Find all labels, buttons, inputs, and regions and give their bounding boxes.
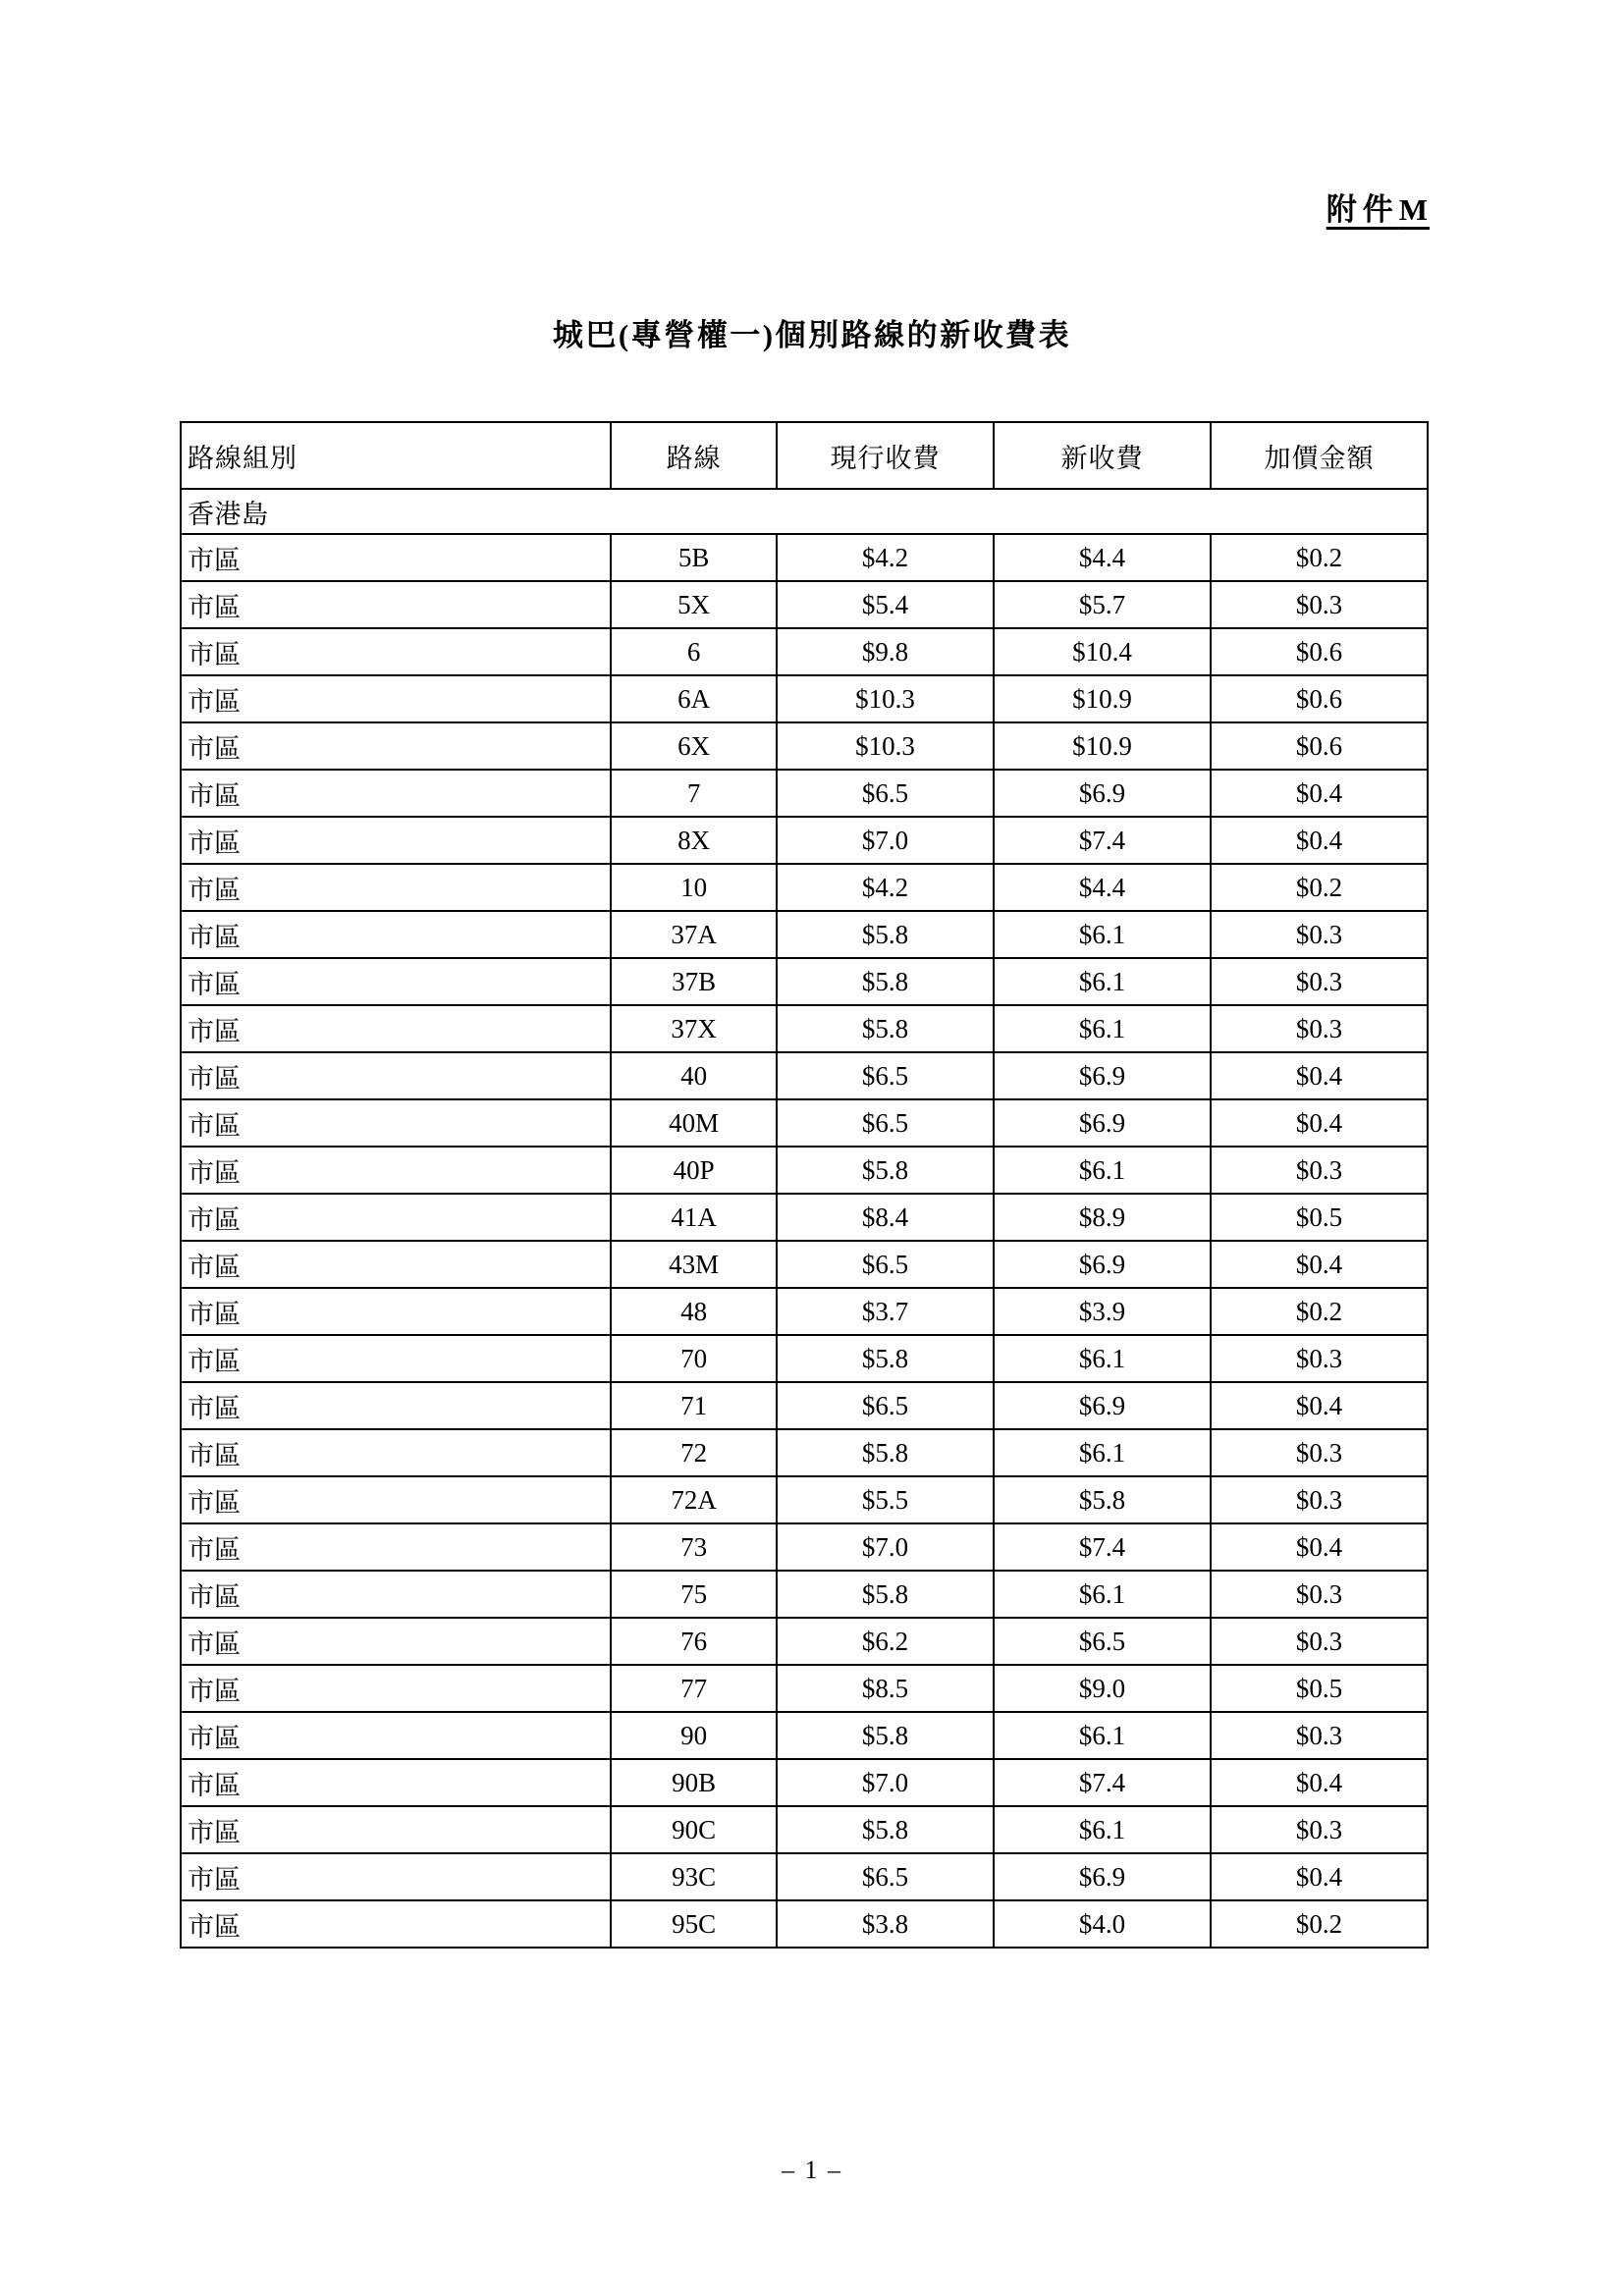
cell-increase: $0.6 — [1211, 722, 1428, 770]
cell-new: $4.0 — [994, 1900, 1211, 1948]
table-row — [181, 581, 1428, 628]
table-row — [181, 1806, 1428, 1853]
cell-route: 90B — [611, 1759, 777, 1806]
cell-current: $8.4 — [777, 1194, 994, 1241]
table-row — [181, 1005, 1428, 1052]
cell-group: 市區 — [181, 1052, 611, 1099]
page-number: – 1 – — [782, 2156, 842, 2184]
cell-group: 市區 — [181, 722, 611, 770]
cell-route: 40 — [611, 1052, 777, 1099]
cell-group: 市區 — [181, 1382, 611, 1429]
cell-increase: $0.3 — [1211, 1147, 1428, 1194]
table-row — [181, 1194, 1428, 1241]
table-row — [181, 1665, 1428, 1712]
cell-route: 37A — [611, 911, 777, 958]
cell-route: 10 — [611, 864, 777, 911]
cell-new: $8.9 — [994, 1194, 1211, 1241]
cell-increase: $0.4 — [1211, 1853, 1428, 1900]
cell-group: 市區 — [181, 675, 611, 722]
cell-increase: $0.5 — [1211, 1665, 1428, 1712]
cell-group: 市區 — [181, 817, 611, 864]
cell-new: $6.9 — [994, 1382, 1211, 1429]
cell-group: 市區 — [181, 628, 611, 675]
cell-current: $5.5 — [777, 1476, 994, 1523]
cell-group: 市區 — [181, 581, 611, 628]
cell-new: $6.1 — [994, 1806, 1211, 1853]
cell-group: 市區 — [181, 1005, 611, 1052]
cell-increase: $0.3 — [1211, 1476, 1428, 1523]
cell-current: $8.5 — [777, 1665, 994, 1712]
cell-current: $5.8 — [777, 1806, 994, 1853]
cell-route: 40P — [611, 1147, 777, 1194]
table-row — [181, 628, 1428, 675]
page-title: 城巴(專營權一)個別路線的新收費表 — [552, 318, 1072, 352]
cell-increase: $0.3 — [1211, 1806, 1428, 1853]
cell-new: $5.8 — [994, 1476, 1211, 1523]
cell-increase: $0.3 — [1211, 958, 1428, 1005]
cell-group: 市區 — [181, 770, 611, 817]
table-row — [181, 770, 1428, 817]
cell-route: 41A — [611, 1194, 777, 1241]
cell-new: $6.1 — [994, 1005, 1211, 1052]
cell-increase: $0.3 — [1211, 1712, 1428, 1759]
cell-group: 市區 — [181, 1523, 611, 1571]
cell-new: $6.1 — [994, 1712, 1211, 1759]
cell-new: $6.9 — [994, 770, 1211, 817]
table-row — [181, 1476, 1428, 1523]
cell-current: $7.0 — [777, 1759, 994, 1806]
cell-group: 市區 — [181, 1429, 611, 1476]
cell-increase: $0.4 — [1211, 817, 1428, 864]
cell-current: $6.5 — [777, 770, 994, 817]
cell-current: $5.8 — [777, 1147, 994, 1194]
table-section-label: 香港島 — [181, 489, 1428, 534]
cell-new: $4.4 — [994, 864, 1211, 911]
cell-increase: $0.3 — [1211, 1005, 1428, 1052]
cell-group: 市區 — [181, 1759, 611, 1806]
cell-group: 市區 — [181, 534, 611, 581]
cell-route: 6X — [611, 722, 777, 770]
cell-group: 市區 — [181, 1571, 611, 1618]
cell-group: 市區 — [181, 1712, 611, 1759]
table-row — [181, 1147, 1428, 1194]
cell-current: $6.2 — [777, 1618, 994, 1665]
table-row — [181, 817, 1428, 864]
cell-current: $5.8 — [777, 1571, 994, 1618]
cell-current: $9.8 — [777, 628, 994, 675]
table-header — [181, 422, 1428, 489]
cell-new: $5.7 — [994, 581, 1211, 628]
table-row — [181, 1571, 1428, 1618]
table-row — [181, 958, 1428, 1005]
cell-increase: $0.3 — [1211, 1429, 1428, 1476]
cell-route: 90 — [611, 1712, 777, 1759]
cell-current: $7.0 — [777, 1523, 994, 1571]
cell-group: 市區 — [181, 1288, 611, 1335]
cell-new: $6.1 — [994, 1147, 1211, 1194]
cell-new: $3.9 — [994, 1288, 1211, 1335]
cell-group: 市區 — [181, 1194, 611, 1241]
cell-increase: $0.2 — [1211, 1288, 1428, 1335]
cell-route: 72A — [611, 1476, 777, 1523]
cell-route: 75 — [611, 1571, 777, 1618]
cell-group: 市區 — [181, 1147, 611, 1194]
table-row — [181, 722, 1428, 770]
cell-group: 市區 — [181, 864, 611, 911]
cell-current: $5.8 — [777, 911, 994, 958]
cell-route: 77 — [611, 1665, 777, 1712]
cell-increase: $0.2 — [1211, 534, 1428, 581]
table-row — [181, 1712, 1428, 1759]
cell-new: $10.4 — [994, 628, 1211, 675]
column-header-new: 新收費 — [994, 422, 1211, 489]
annex-value: M — [1398, 192, 1430, 227]
cell-route: 5B — [611, 534, 777, 581]
cell-increase: $0.6 — [1211, 628, 1428, 675]
table-row — [181, 1335, 1428, 1382]
table-row — [181, 1900, 1428, 1948]
cell-new: $7.4 — [994, 1523, 1211, 1571]
cell-group: 市區 — [181, 1476, 611, 1523]
cell-current: $10.3 — [777, 722, 994, 770]
cell-group: 市區 — [181, 1618, 611, 1665]
cell-route: 5X — [611, 581, 777, 628]
cell-increase: $0.4 — [1211, 1099, 1428, 1147]
cell-increase: $0.3 — [1211, 911, 1428, 958]
cell-route: 43M — [611, 1241, 777, 1288]
cell-new: $6.1 — [994, 1429, 1211, 1476]
cell-increase: $0.2 — [1211, 864, 1428, 911]
cell-route: 8X — [611, 817, 777, 864]
column-header-route: 路線 — [611, 422, 777, 489]
cell-increase: $0.6 — [1211, 675, 1428, 722]
cell-group: 市區 — [181, 1806, 611, 1853]
cell-new: $6.9 — [994, 1241, 1211, 1288]
cell-increase: $0.3 — [1211, 581, 1428, 628]
cell-current: $5.4 — [777, 581, 994, 628]
cell-current: $6.5 — [777, 1241, 994, 1288]
cell-current: $5.8 — [777, 1335, 994, 1382]
cell-new: $6.9 — [994, 1099, 1211, 1147]
cell-new: $7.4 — [994, 1759, 1211, 1806]
cell-current: $4.2 — [777, 534, 994, 581]
cell-group: 市區 — [181, 1665, 611, 1712]
table-row — [181, 1288, 1428, 1335]
cell-route: 72 — [611, 1429, 777, 1476]
cell-route: 6A — [611, 675, 777, 722]
table-row — [181, 1429, 1428, 1476]
table-row — [181, 534, 1428, 581]
cell-group: 市區 — [181, 1241, 611, 1288]
cell-new: $9.0 — [994, 1665, 1211, 1712]
cell-route: 70 — [611, 1335, 777, 1382]
cell-increase: $0.4 — [1211, 770, 1428, 817]
cell-new: $6.1 — [994, 911, 1211, 958]
table-row — [181, 1382, 1428, 1429]
table-row — [181, 675, 1428, 722]
cell-route: 7 — [611, 770, 777, 817]
table-body — [181, 489, 1428, 1948]
cell-new: $10.9 — [994, 722, 1211, 770]
table-row — [181, 1099, 1428, 1147]
cell-current: $5.8 — [777, 1712, 994, 1759]
cell-new: $6.9 — [994, 1853, 1211, 1900]
table-row — [181, 1241, 1428, 1288]
cell-route: 90C — [611, 1806, 777, 1853]
cell-new: $7.4 — [994, 817, 1211, 864]
annex-header — [1326, 185, 1430, 229]
table-row — [181, 1618, 1428, 1665]
cell-current: $5.8 — [777, 958, 994, 1005]
cell-increase: $0.4 — [1211, 1052, 1428, 1099]
cell-route: 37X — [611, 1005, 777, 1052]
table-row — [181, 1052, 1428, 1099]
cell-route: 93C — [611, 1853, 777, 1900]
table-header-row — [181, 422, 1428, 489]
cell-group: 市區 — [181, 911, 611, 958]
cell-current: $5.8 — [777, 1429, 994, 1476]
cell-new: $6.9 — [994, 1052, 1211, 1099]
cell-current: $6.5 — [777, 1382, 994, 1429]
table-row — [181, 911, 1428, 958]
fare-table — [180, 421, 1429, 1949]
cell-route: 40M — [611, 1099, 777, 1147]
cell-route: 71 — [611, 1382, 777, 1429]
cell-group: 市區 — [181, 958, 611, 1005]
cell-group: 市區 — [181, 1853, 611, 1900]
cell-current: $6.5 — [777, 1853, 994, 1900]
cell-new: $6.1 — [994, 1335, 1211, 1382]
table-section-row — [181, 489, 1428, 534]
cell-route: 95C — [611, 1900, 777, 1948]
cell-increase: $0.4 — [1211, 1759, 1428, 1806]
table-row — [181, 864, 1428, 911]
annex-label: 附件 — [1326, 192, 1399, 227]
cell-route: 76 — [611, 1618, 777, 1665]
table-row — [181, 1853, 1428, 1900]
cell-current: $5.8 — [777, 1005, 994, 1052]
cell-route: 37B — [611, 958, 777, 1005]
cell-current: $10.3 — [777, 675, 994, 722]
cell-new: $4.4 — [994, 534, 1211, 581]
cell-new: $6.1 — [994, 958, 1211, 1005]
cell-increase: $0.4 — [1211, 1523, 1428, 1571]
cell-group: 市區 — [181, 1099, 611, 1147]
cell-new: $6.5 — [994, 1618, 1211, 1665]
column-header-increase: 加價金額 — [1211, 422, 1428, 489]
table-row — [181, 1759, 1428, 1806]
cell-new: $6.1 — [994, 1571, 1211, 1618]
cell-new: $10.9 — [994, 675, 1211, 722]
cell-increase: $0.3 — [1211, 1571, 1428, 1618]
cell-current: $6.5 — [777, 1052, 994, 1099]
cell-increase: $0.3 — [1211, 1618, 1428, 1665]
cell-increase: $0.4 — [1211, 1241, 1428, 1288]
cell-group: 市區 — [181, 1335, 611, 1382]
cell-route: 6 — [611, 628, 777, 675]
cell-increase: $0.2 — [1211, 1900, 1428, 1948]
column-header-current: 現行收費 — [777, 422, 994, 489]
cell-group: 市區 — [181, 1900, 611, 1948]
cell-increase: $0.4 — [1211, 1382, 1428, 1429]
cell-current: $3.8 — [777, 1900, 994, 1948]
cell-current: $7.0 — [777, 817, 994, 864]
cell-increase: $0.3 — [1211, 1335, 1428, 1382]
cell-route: 73 — [611, 1523, 777, 1571]
column-header-group: 路線組別 — [181, 422, 611, 489]
cell-route: 48 — [611, 1288, 777, 1335]
cell-increase: $0.5 — [1211, 1194, 1428, 1241]
cell-current: $6.5 — [777, 1099, 994, 1147]
cell-current: $3.7 — [777, 1288, 994, 1335]
cell-current: $4.2 — [777, 864, 994, 911]
table-row — [181, 1523, 1428, 1571]
